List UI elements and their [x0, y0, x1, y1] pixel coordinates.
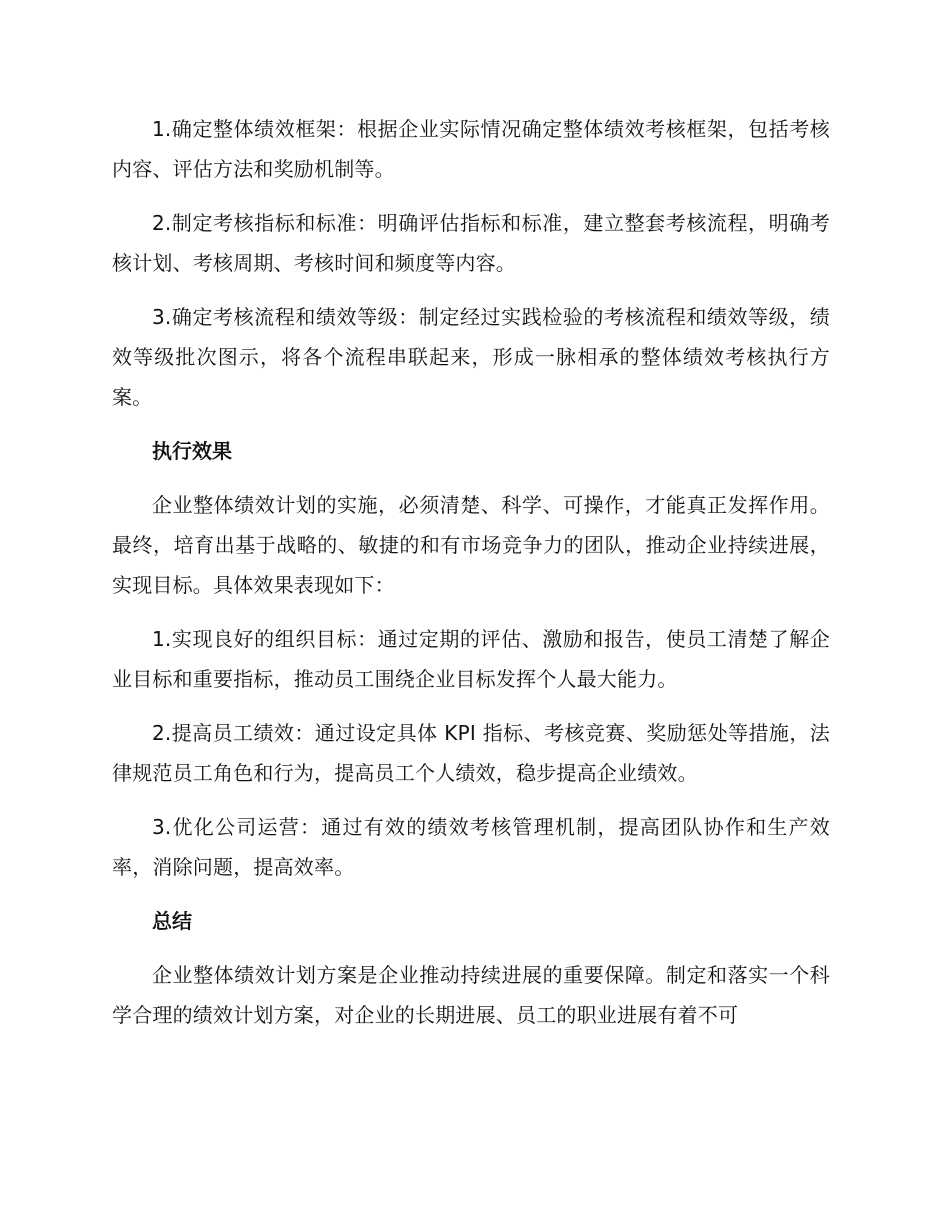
paragraph-execution-intro: 企业整体绩效计划的实施，必须清楚、科学、可操作，才能真正发挥作用。最终，培育出基于战略的、敏捷的和有市场竞争力的团队，推动企业持续进展，实现目标。具体效果表现如下：	[112, 493, 830, 597]
paragraph-framework: 1.确定整体绩效框架：根据企业实际情况确定整体绩效考核框架，包括考核内容、评估方法和奖励机制等。	[112, 117, 830, 181]
section-heading-execution-effect: 执行效果	[152, 439, 232, 463]
paragraph-indicators: 2.制定考核指标和标准：明确评估指标和标准，建立整套考核流程，明确考核计划、考核周期、考核时间和频度等内容。	[112, 211, 830, 275]
paragraph-process: 3.确定考核流程和绩效等级：制定经过实践检验的考核流程和绩效等级，绩效等级批次图示，将各个流程串联起来，形成一脉相承的整体绩效考核执行方案。	[112, 305, 830, 409]
paragraph-operations: 3.优化公司运营：通过有效的绩效考核管理机制，提高团队协作和生产效率，消除问题，提高效率。	[112, 815, 830, 879]
paragraph-goals: 1.实现良好的组织目标：通过定期的评估、激励和报告，使员工清楚了解企业目标和重要指标，推动员工围绕企业目标发挥个人最大能力。	[112, 627, 830, 691]
document-body	[112, 109, 830, 1049]
section-heading-summary: 总结	[152, 909, 192, 933]
paragraph-performance: 2.提高员工绩效：通过设定具体 KPI 指标、考核竞赛、奖励惩处等措施，法律规范员工角色和行为，提高员工个人绩效，稳步提高企业绩效。	[112, 721, 830, 785]
paragraph-summary: 企业整体绩效计划方案是企业推动持续进展的重要保障。制定和落实一个科学合理的绩效计划方案，对企业的长期进展、员工的职业进展有着不可	[112, 963, 830, 1027]
